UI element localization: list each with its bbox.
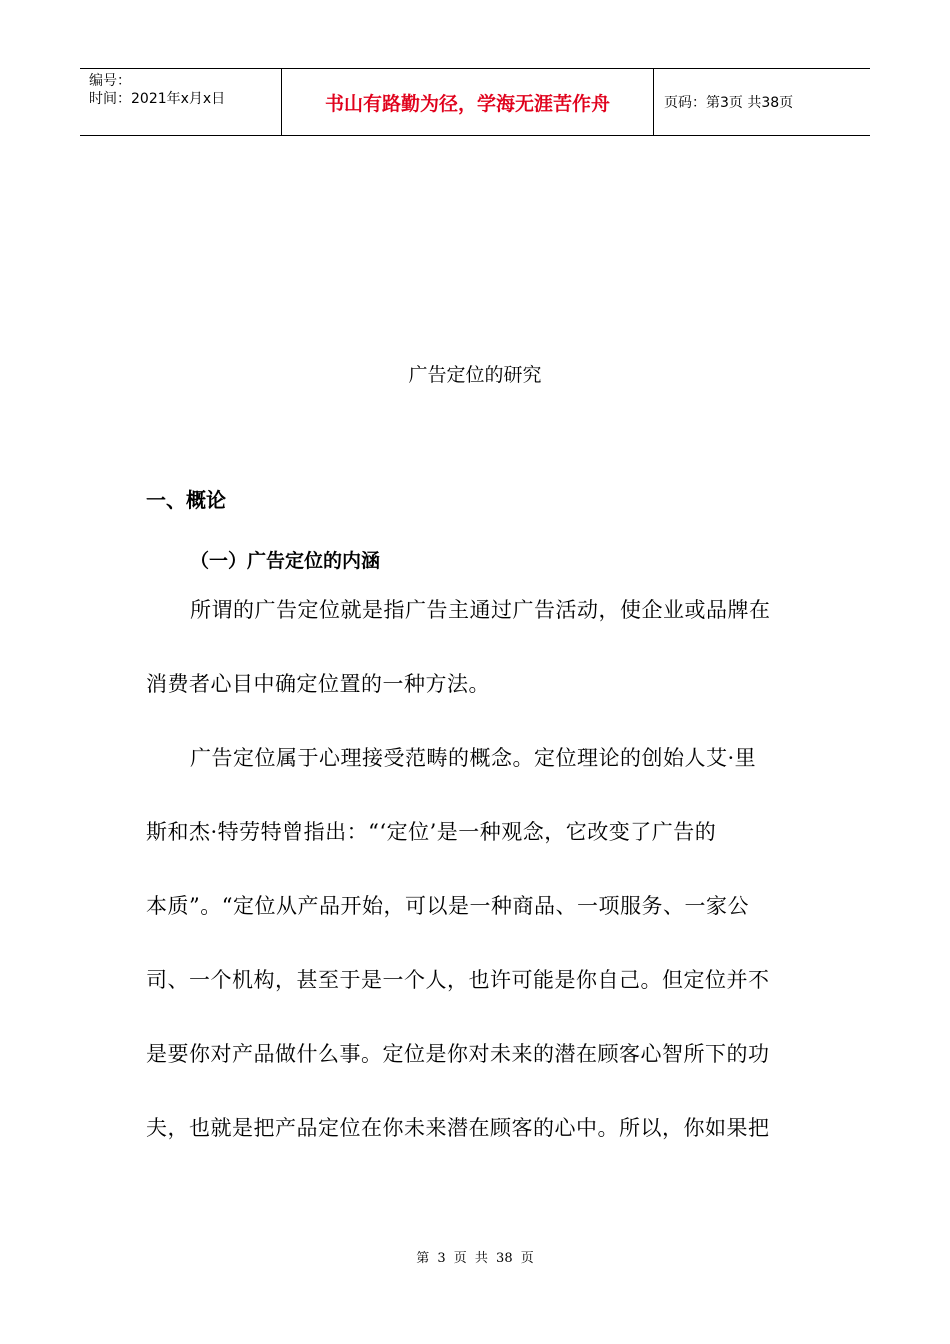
body-line: 是要你对产品做什么事。定位是你对未来的潜在顾客心智所下的功	[146, 1042, 770, 1066]
body-line: 斯和杰·特劳特曾指出：“‘定位’是一种观念，它改变了广告的	[146, 820, 717, 844]
header-motto: 书山有路勤为径，学海无涯苦作舟	[282, 69, 654, 135]
page-footer: 第 3 页 共 38 页	[416, 1251, 534, 1266]
section-heading: 一、概论	[146, 488, 226, 512]
body-line: 消费者心目中确定位置的一种方法。	[146, 672, 490, 696]
body-line: 司、一个机构，甚至于是一个人，也许可能是你自己。但定位并不	[146, 968, 770, 992]
time-label: 时间：2021年x月x日	[89, 91, 226, 107]
body-line: 本质”。“定位从产品开始，可以是一种商品、一项服务、一家公	[146, 894, 749, 918]
header-meta-cell	[80, 69, 282, 135]
number-label: 编号：	[89, 73, 131, 89]
body-line: 夫，也就是把产品定位在你未来潜在顾客的心中。所以，你如果把	[146, 1116, 770, 1140]
header-table	[80, 68, 870, 136]
subsection-heading: （一）广告定位的内涵	[190, 550, 381, 572]
body-line: 所谓的广告定位就是指广告主通过广告活动，使企业或品牌在	[190, 598, 771, 622]
document-title: 广告定位的研究	[408, 364, 542, 386]
body-line: 广告定位属于心理接受范畴的概念。定位理论的创始人艾·里	[190, 746, 757, 770]
header-page-code: 页码：第3页 共38页	[664, 95, 794, 111]
